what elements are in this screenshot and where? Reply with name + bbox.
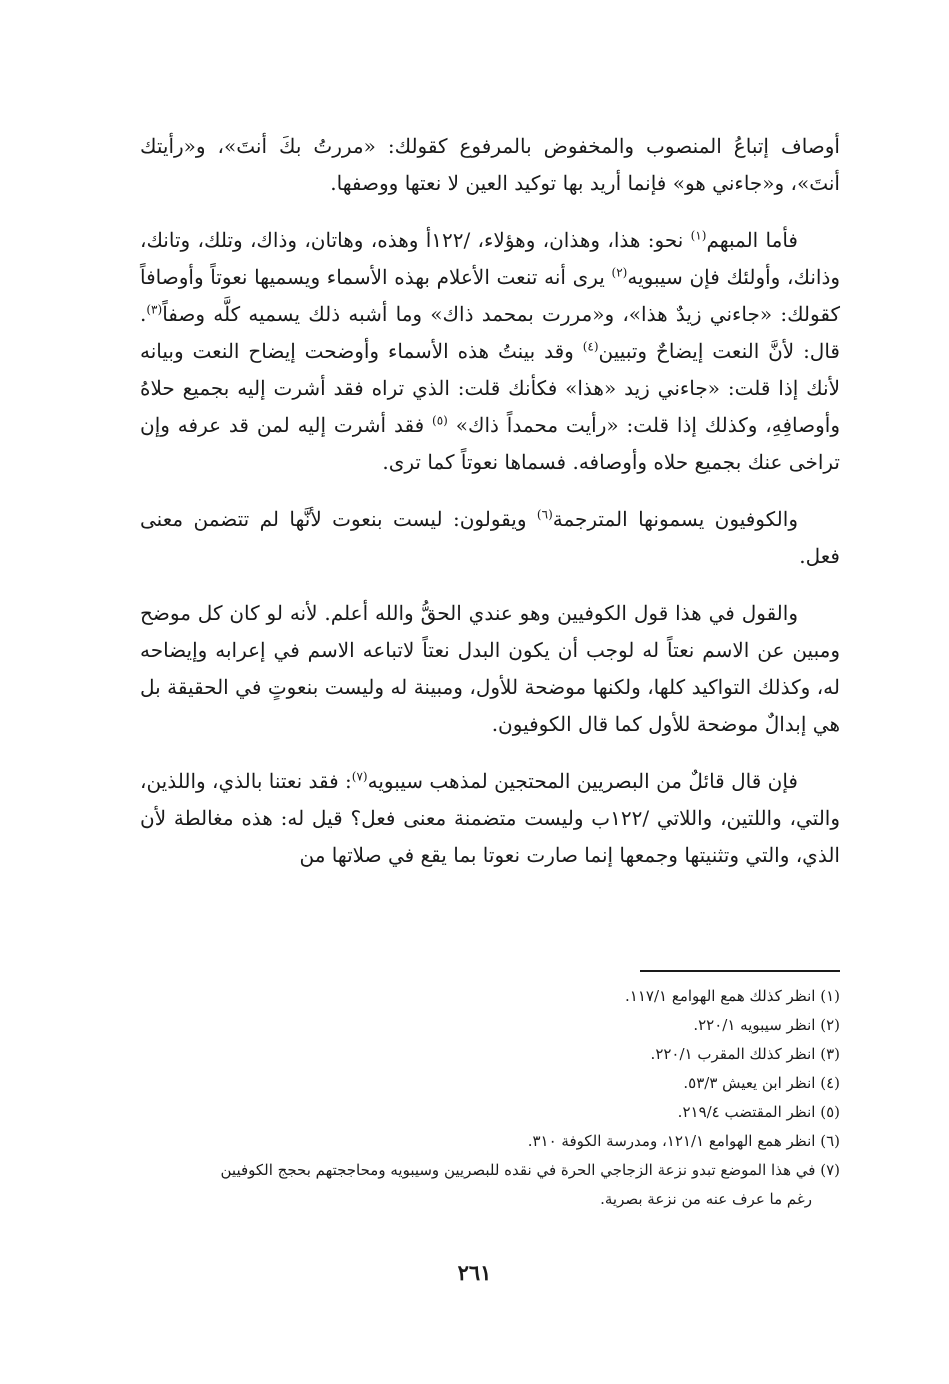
footnote-1: (١) انظر كذلك همع الهوامع ١١٧/١. — [625, 987, 840, 1005]
footnote-7-continuation: رغم ما عرف عنه من نزعة بصرية. — [600, 1190, 812, 1208]
footnote-3: (٣) انظر كذلك المقرب ٢٢٠/١. — [650, 1045, 840, 1063]
footnote-7: (٧) في هذا الموضع تبدو نزعة الزجاجي الحرة في نقده للبصريين وسيبويه ومحاججتهم بحجج الكوفيين — [220, 1161, 840, 1179]
paragraph-text: : فقد نعتنا بالذي، واللذين، والتي، واللتين، واللاتي /١٢٢ب وليست متضمنة معنى فعل؟ قيل له: هذه مغالطة لأن الذي، والتي وتثنيتها وجمعها إنما صارت نعوتا بما يقع في صلاتها من — [140, 769, 841, 867]
footnotes — [140, 982, 840, 1214]
footnote-marker: (٣) — [146, 302, 163, 317]
paragraph-2 — [140, 222, 840, 481]
footnote-marker: (٤) — [582, 339, 599, 354]
footnote-4: (٤) انظر ابن يعيش ٥٣/٣. — [683, 1074, 840, 1092]
paragraph-text: فأما المبهم — [706, 228, 798, 252]
paragraph-text: فإن قال قائلٌ من البصريين المحتجين لمذهب سيبويه — [367, 769, 798, 793]
page-number: ٢٦١ — [457, 1260, 492, 1285]
footnote-marker: (١) — [690, 228, 707, 243]
footnote-marker: (٦) — [536, 507, 553, 522]
main-text — [140, 128, 840, 894]
paragraph-3 — [140, 501, 840, 575]
paragraph-4 — [140, 595, 840, 743]
footnote-5: (٥) انظر المقتضب ٢١٩/٤. — [677, 1103, 840, 1121]
paragraph-text: ويقولون: ليست بنعوت لأنَّها لم تتضمن معنى فعل. — [140, 507, 840, 568]
footnote-marker: (٧) — [351, 769, 368, 784]
paragraph-1 — [140, 128, 840, 202]
paragraph-text: أوصاف إتباعُ المنصوب والمخفوض بالمرفوع كقولك: «مررتُ بكَ أنتَ»، و«رأيتك أنتَ»، و«جاءني هو» فإنما أريد بها توكيد العين لا نعتها ووصفها. — [140, 134, 840, 195]
footnote-marker: (٢) — [611, 265, 628, 280]
paragraph-text: . قال: لأنَّ النعت إيضاحٌ وتبيين — [140, 302, 840, 363]
paragraph-text: وقد بينتُ هذه الأسماء وأوضحت إيضاح النعت وبيانه لأنك إذا قلت: «جاءني زيد «هذا» فكأنك قلت: الذي تراه فقد أشرت إليه بجميع حلاهُ وأوصافِهِ، وكذلك إذا قلت: «رأيت محمداً ذاك» — [140, 339, 840, 437]
paragraph-text: والقول في هذا قول الكوفيين وهو عندي الحقُّ والله أعلم. لأنه لو كان كل موضح ومبين عن الاسم نعتاً له لوجب أن يكون البدل نعتاً لاتباعه الاسم في إعرابه وإيضاحه له، وكذلك التواكيد كلها، ولكنها موضحة للأول، ومبينة له وليست بنعوتٍ في الحقيقة بل هي إبدالٌ موضحة للأول كما قال الكوفيون. — [140, 601, 840, 736]
footnote-marker: (٥) — [432, 413, 448, 428]
footnote-separator — [640, 970, 840, 972]
footnote-2: (٢) انظر سيبويه ٢٢٠/١. — [693, 1016, 840, 1034]
paragraph-text: يرى أنه تنعت الأعلام بهذه الأسماء ويسميها نعوتاً وأوصافاً كقولك: «جاءني زيدٌ هذا»، و«مررت بمحمد ذاك» وما أشبه ذلك يسميه كلَّه وصفاً — [140, 265, 840, 326]
paragraph-text: نحو: هذا، وهذان، وهؤلاء، /١٢٢أ وهذه، وهاتان، وذاك، وتلك، وتانك، وذانك، وأولئك فإن سيبويه — [140, 228, 841, 289]
paragraph-text: فقد أشرت إليه لمن قد عرفه وإن تراخى عنك بجميع حلاه وأوصافه. فسماها نعوتاً كما ترى. — [140, 413, 840, 474]
footnote-6: (٦) انظر همع الهوامع ١٢١/١، ومدرسة الكوفة ٣١٠. — [527, 1132, 840, 1150]
paragraph-text: والكوفيون يسمونها المترجمة — [552, 507, 798, 531]
paragraph-5 — [140, 763, 840, 874]
